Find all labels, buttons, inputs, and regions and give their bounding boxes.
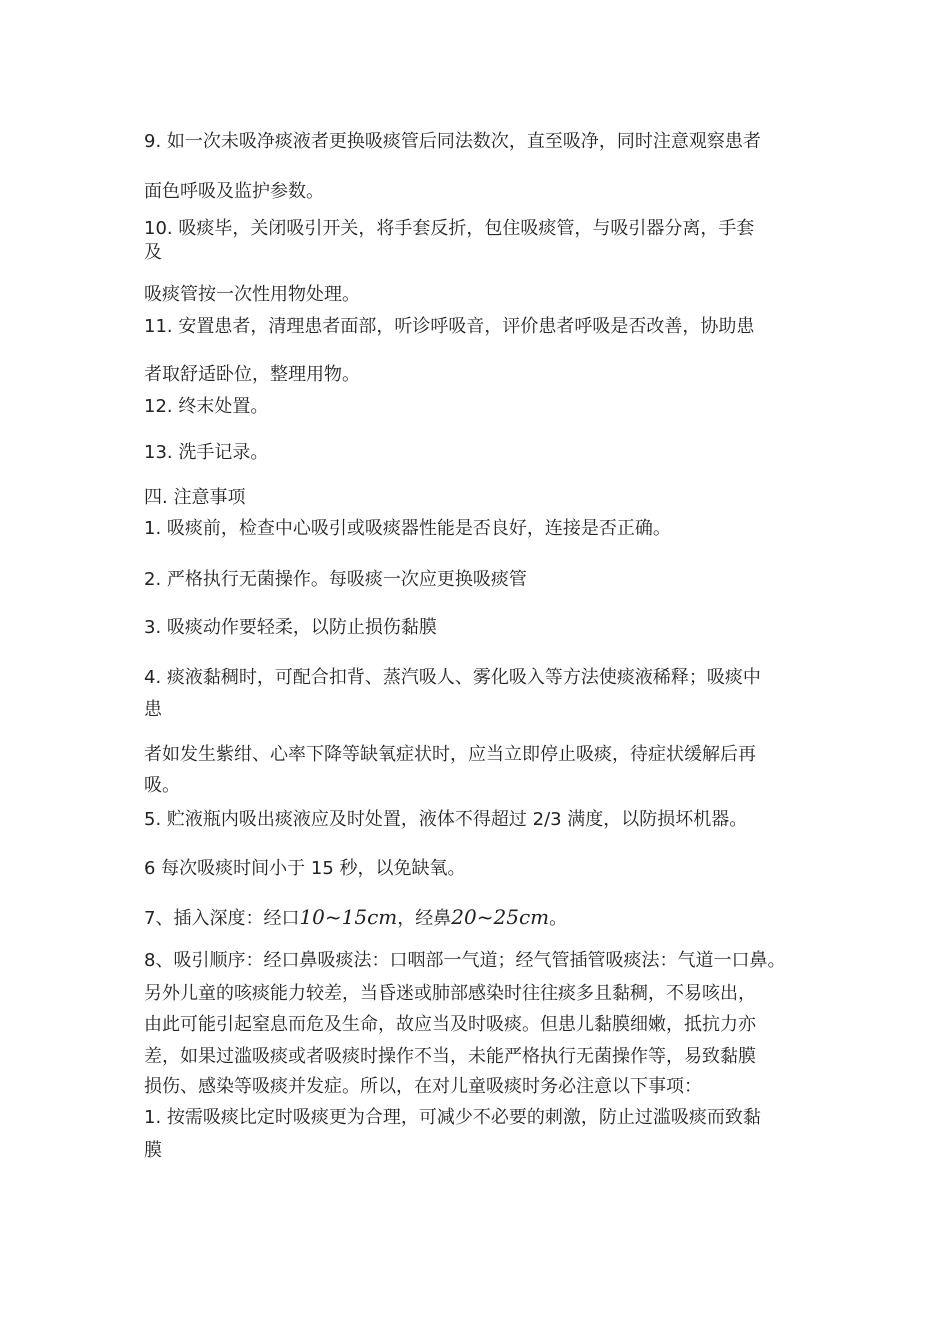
- paragraph-line-2: 由此可能引起窒息而危及生命，故应当及时吸痰。但患儿黏膜细嫩，抵抗力亦: [144, 1014, 756, 1035]
- item-11-line-1: 11. 安置患者，清理患者面部，听诊呼吸音，评价患者呼吸是否改善，协助患: [144, 316, 755, 337]
- note-6: 6 每次吸痰时间小于 15 秒，以免缺氧。: [144, 858, 466, 879]
- note-5: 5. 贮液瓶内吸出痰液应及时处置，液体不得超过 2/3 满度，以防损坏机器。: [144, 809, 748, 830]
- note-4-line-3: 者如发生紫绀、心率下降等缺氧症状时，应当立即停止吸痰，待症状缓解后再: [144, 744, 756, 765]
- note-3: 3. 吸痰动作要轻柔，以防止损伤黏膜: [144, 617, 437, 638]
- paragraph-line-4: 损伤、感染等吸痰并发症。所以，在对儿童吸痰时务必注意以下事项：: [144, 1076, 702, 1097]
- item-12: 12. 终末处置。: [144, 396, 269, 417]
- item-9-line-1: 9. 如一次未吸净痰液者更换吸痰管后同法数次，直至吸净，同时注意观察患者: [144, 131, 761, 152]
- item-11-line-2: 者取舒适卧位，整理用物。: [144, 364, 360, 385]
- section-heading: 四. 注意事项: [144, 487, 246, 508]
- item-10-line-1: 10. 吸痰毕，关闭吸引开关，将手套反折，包住吸痰管，与吸引器分离，手套: [144, 218, 755, 239]
- paragraph-line-3: 差，如果过滥吸痰或者吸痰时操作不当，未能严格执行无菌操作等，易致黏膜: [144, 1046, 756, 1067]
- note-7-prefix: 7、插入深度：经口: [144, 908, 300, 929]
- child-note-1-line-2: 膜: [144, 1140, 162, 1161]
- note-1: 1. 吸痰前，检查中心吸引或吸痰器性能是否良好，连接是否正确。: [144, 518, 671, 539]
- child-note-1-line-1: 1. 按需吸痰比定时吸痰更为合理，可减少不必要的刺激，防止过滥吸痰而致黏: [144, 1107, 761, 1128]
- note-4-line-2: 患: [144, 699, 162, 720]
- note-7: [144, 906, 567, 930]
- note-4-line-4: 吸。: [144, 775, 180, 796]
- item-13: 13. 洗手记录。: [144, 442, 269, 463]
- oral-depth-range: 10~15cm: [299, 905, 398, 929]
- item-10-line-2: 及: [144, 242, 162, 263]
- nasal-depth-range: 20~25cm: [451, 905, 550, 929]
- paragraph-line-1: 另外儿童的咳痰能力较差，当昏迷或肺部感染时往往痰多且黏稠，不易咳出，: [144, 983, 756, 1004]
- note-7-mid: ，经鼻: [397, 908, 452, 929]
- item-10-line-3: 吸痰管按一次性用物处理。: [144, 284, 360, 305]
- note-4-line-1: 4. 痰液黏稠时，可配合扣背、蒸汽吸人、雾化吸入等方法使痰液稀释；吸痰中: [144, 667, 761, 688]
- item-9-line-2: 面色呼吸及监护参数。: [144, 181, 324, 202]
- note-7-suffix: 。: [549, 908, 568, 929]
- note-8: 8、吸引顺序：经口鼻吸痰法：口咽部一气道；经气管插管吸痰法：气道一口鼻。: [144, 950, 786, 971]
- note-2: 2. 严格执行无菌操作。每吸痰一次应更换吸痰管: [144, 569, 527, 590]
